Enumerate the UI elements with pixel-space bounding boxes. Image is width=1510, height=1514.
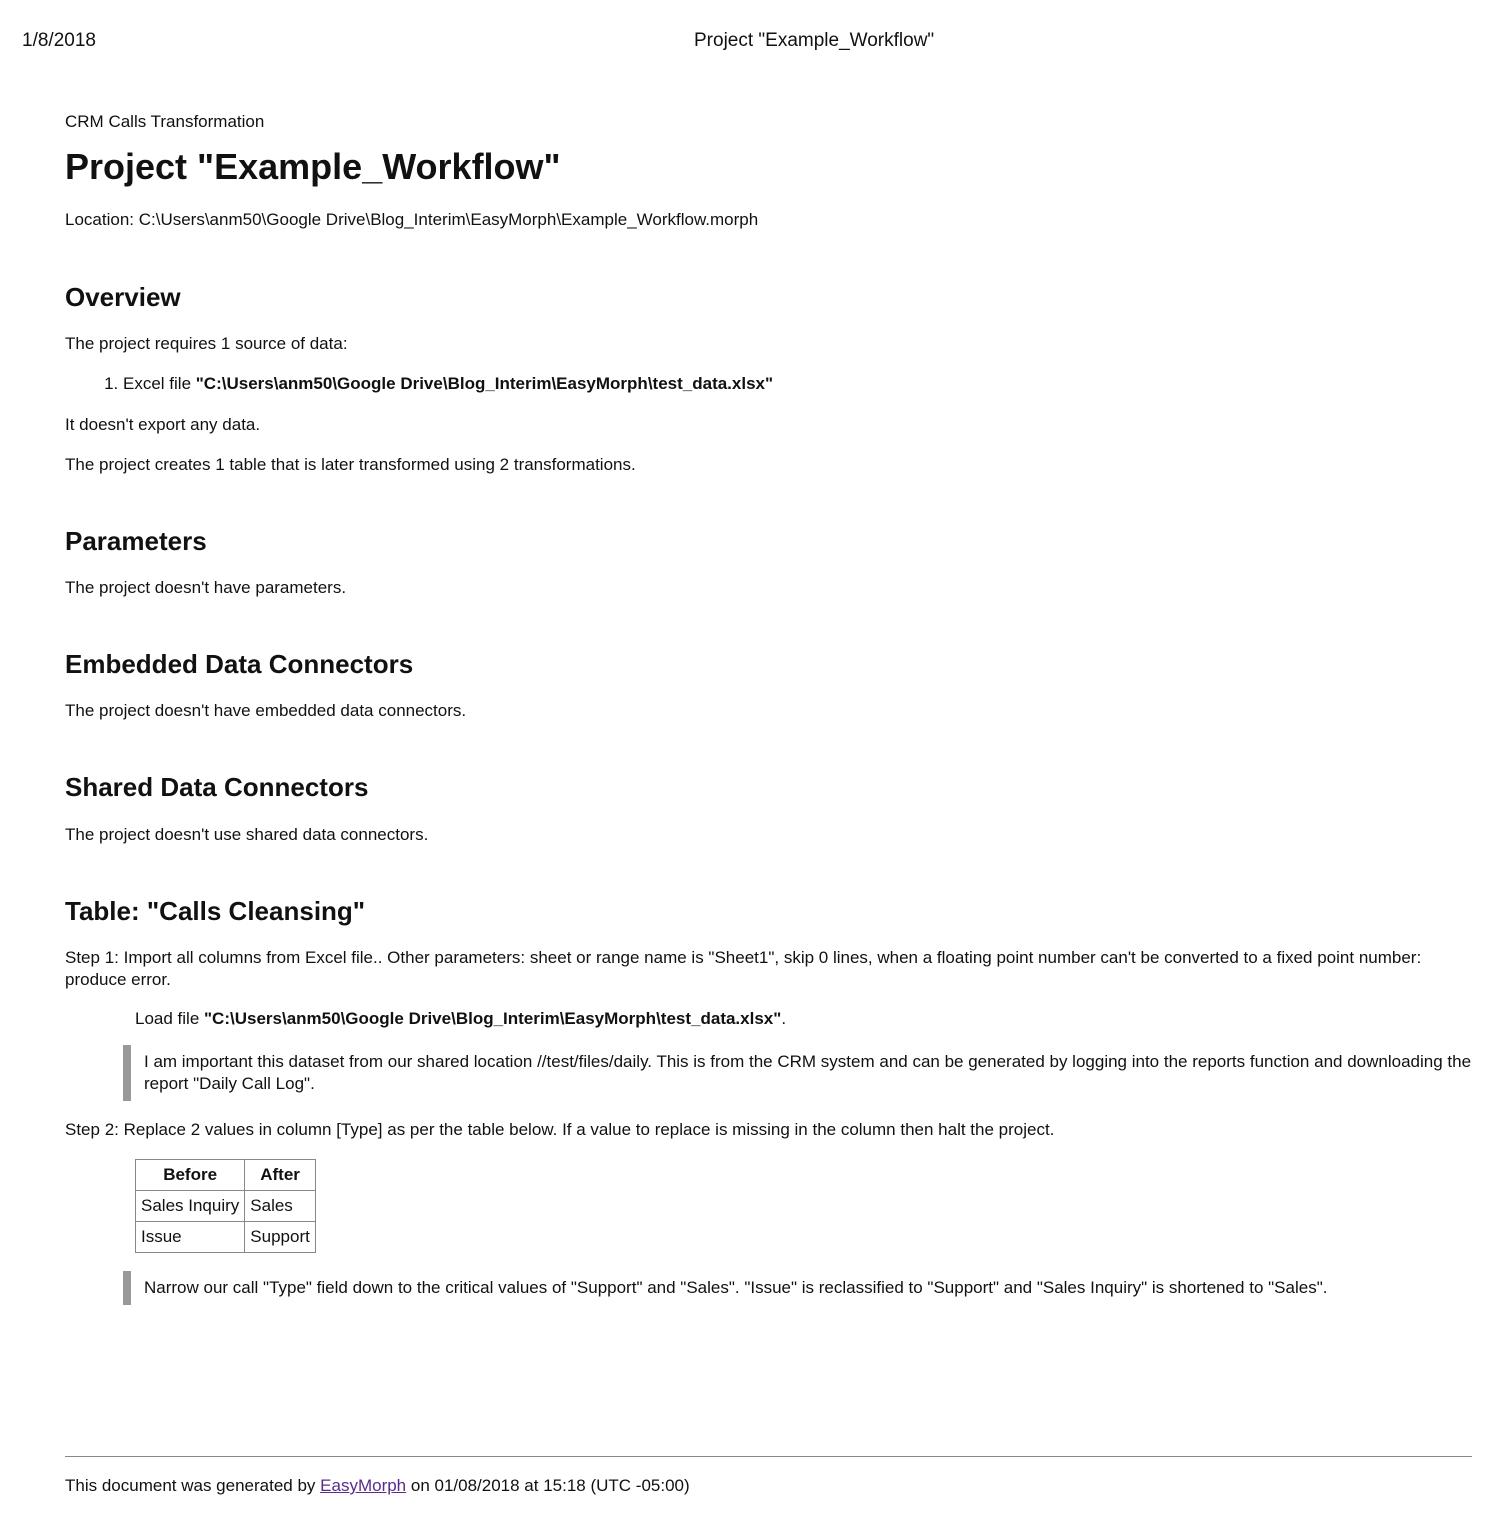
table-heading: Table: "Calls Cleansing" [65, 895, 366, 926]
parameters-text: The project doesn't have parameters. [65, 577, 347, 597]
footer-suffix: on 01/08/2018 at 15:18 (UTC -05:00) [406, 1476, 690, 1495]
parameters-heading: Parameters [65, 525, 207, 556]
embedded-connectors-text: The project doesn't have embedded data connectors. [65, 701, 467, 721]
footer-divider [65, 1456, 1472, 1457]
footer [65, 1476, 690, 1496]
step2-text: Step 2: Replace 2 values in column [Type] as per the table below. If a value to replace is missing in the column then halt the project. [65, 1120, 1055, 1140]
load-file-line [135, 1009, 1475, 1029]
table-header-row [136, 1160, 316, 1191]
export-text: It doesn't export any data. [65, 414, 261, 434]
list-item [123, 373, 1475, 395]
table-row [136, 1191, 316, 1222]
step1-note: I am important this dataset from our shared location //test/files/daily. This is from the CRM system and can be generated by logging into the reports function and downloading the report "Daily Call Log". [123, 1045, 1475, 1101]
footer-prefix: This document was generated by [65, 1476, 321, 1495]
source-path: "C:\Users\anm50\Google Drive\Blog_Interim\EasyMorph\test_data.xlsx" [195, 374, 774, 394]
column-header-before: Before [136, 1160, 245, 1191]
load-file-prefix: Load file [135, 1008, 204, 1028]
load-file-path: "C:\Users\anm50\Google Drive\Blog_Interim\EasyMorph\test_data.xlsx" [204, 1008, 782, 1028]
page-title: Project "Example_Workflow" [65, 146, 561, 187]
print-title: Project "Example_Workflow" [694, 30, 935, 51]
print-date: 1/8/2018 [22, 30, 96, 51]
source-prefix: Excel file [123, 374, 196, 394]
replace-values-table [135, 1159, 316, 1253]
overview-heading: Overview [65, 282, 181, 313]
tables-text: The project creates 1 table that is later transformed using 2 transformations. [65, 454, 636, 474]
sources-intro: The project requires 1 source of data: [65, 334, 348, 354]
print-header [22, 30, 1488, 56]
document-context: CRM Calls Transformation [65, 112, 265, 131]
sources-list [65, 373, 1475, 395]
easymorph-link[interactable]: EasyMorph [320, 1476, 407, 1495]
table-cell: Issue [136, 1222, 245, 1253]
project-location: Location: C:\Users\anm50\Google Drive\Blog_Interim\EasyMorph\Example_Workflow.morph [65, 210, 759, 230]
embedded-connectors-heading: Embedded Data Connectors [65, 649, 414, 680]
table-cell: Support [245, 1222, 316, 1253]
shared-connectors-heading: Shared Data Connectors [65, 772, 369, 803]
table-row [136, 1222, 316, 1253]
shared-connectors-text: The project doesn't use shared data connectors. [65, 824, 429, 844]
document-body [65, 112, 1475, 1323]
column-header-after: After [245, 1160, 316, 1191]
step1-text: Step 1: Import all columns from Excel file.. Other parameters: sheet or range name is "Sheet1", skip 0 lines, when a floating point number can't be converted to a fixed point number: produce error. [65, 947, 1422, 989]
load-file-suffix: . [781, 1008, 787, 1028]
table-cell: Sales [245, 1191, 316, 1222]
step2-note: Narrow our call "Type" field down to the critical values of "Support" and "Sales". "Issue" is reclassified to "Support" and "Sales Inquiry" is shortened to "Sales". [123, 1271, 1475, 1305]
table-cell: Sales Inquiry [136, 1191, 245, 1222]
